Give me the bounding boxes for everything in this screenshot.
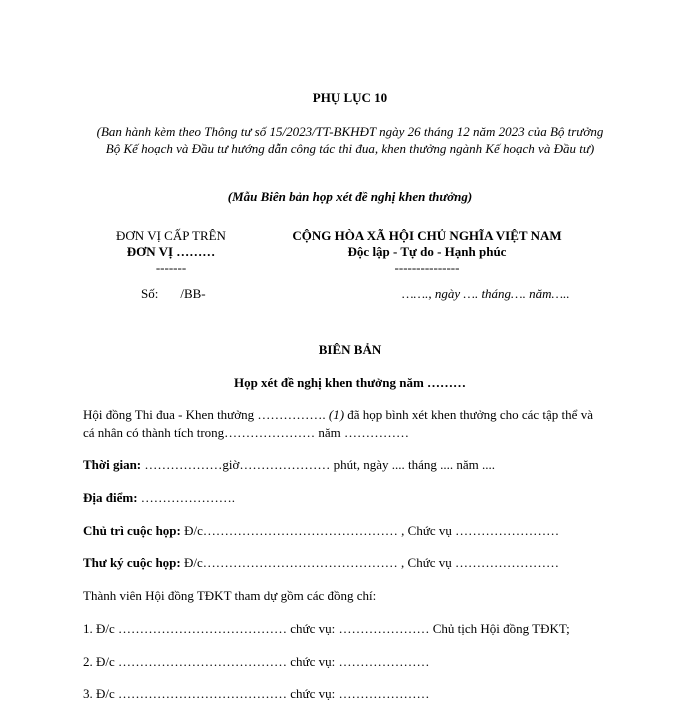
unit-block <box>85 228 257 276</box>
nation-block <box>262 228 592 276</box>
nation-title: CỘNG HÒA XÃ HỘI CHỦ NGHĨA VIỆT NAM <box>292 228 562 243</box>
place-value: …………………. <box>137 490 236 505</box>
chair-label: Chủ trì cuộc họp: <box>83 523 181 538</box>
superior-unit: ĐƠN VỊ CẤP TRÊN <box>116 228 226 243</box>
members-intro: Thành viên Hội đồng TĐKT tham dự gồm các đồng chí: <box>83 588 377 603</box>
date-line: ……., ngày …. tháng…. năm….. <box>402 286 570 301</box>
intro-paragraph <box>83 406 605 442</box>
place-row <box>83 490 235 506</box>
nation-divider: --------------- <box>394 260 460 275</box>
unit-divider: ------- <box>155 260 187 275</box>
number-suffix: /BB- <box>180 286 206 301</box>
unit-name: ĐƠN VỊ ……… <box>126 244 216 259</box>
secretary-row <box>83 555 559 571</box>
intro-text-2: đã họp bình xét khen thưởng cho các tập thể và cá nhân có thành tích trong………………… năm …………… <box>83 407 593 440</box>
member-line: 1. Đ/c ………………………………… chức vụ: ………………… Chủ tịch Hội đồng TĐKT; <box>83 621 570 636</box>
member-line: 2. Đ/c ………………………………… chức vụ: ………………… <box>83 654 430 669</box>
issued-note: (Ban hành kèm theo Thông tư số 15/2023/TT-BKHĐT ngày 26 tháng 12 năm 2023 của Bộ trưởng Bộ Kế hoạch và Đầu tư hướng dẫn công tác thi đua, khen thưởng ngành Kế hoạch và Đầu tư) <box>96 124 604 156</box>
time-label: Thời gian: <box>83 457 142 472</box>
meeting-subject: Họp xét đề nghị khen thưởng năm ……… <box>233 375 467 390</box>
document-heading: BIÊN BẢN <box>318 342 382 357</box>
chair-value: Đ/c……………………………………… , Chức vụ …………………… <box>180 523 560 538</box>
secretary-value: Đ/c……………………………………… , Chức vụ …………………… <box>180 555 560 570</box>
appendix-title: PHỤ LỤC 10 <box>312 90 388 105</box>
secretary-label: Thư ký cuộc họp: <box>83 555 181 570</box>
motto: Độc lập - Tự do - Hạnh phúc <box>347 244 507 259</box>
member-line: 3. Đ/c ………………………………… chức vụ: ………………… <box>83 686 430 701</box>
place-label: Địa điểm: <box>83 490 138 505</box>
document-number <box>141 286 206 302</box>
chair-row <box>83 523 559 539</box>
template-note: (Mẫu Biên bản họp xét đề nghị khen thưởng) <box>227 189 473 204</box>
time-row <box>83 457 495 473</box>
number-label: Số: <box>141 286 159 301</box>
intro-text-1: Hội đồng Thi đua - Khen thưởng ……………. <box>83 407 329 422</box>
intro-reference: (1) <box>328 407 345 422</box>
time-value: ………………giờ………………… phút, ngày .... tháng .... năm .... <box>141 457 496 472</box>
